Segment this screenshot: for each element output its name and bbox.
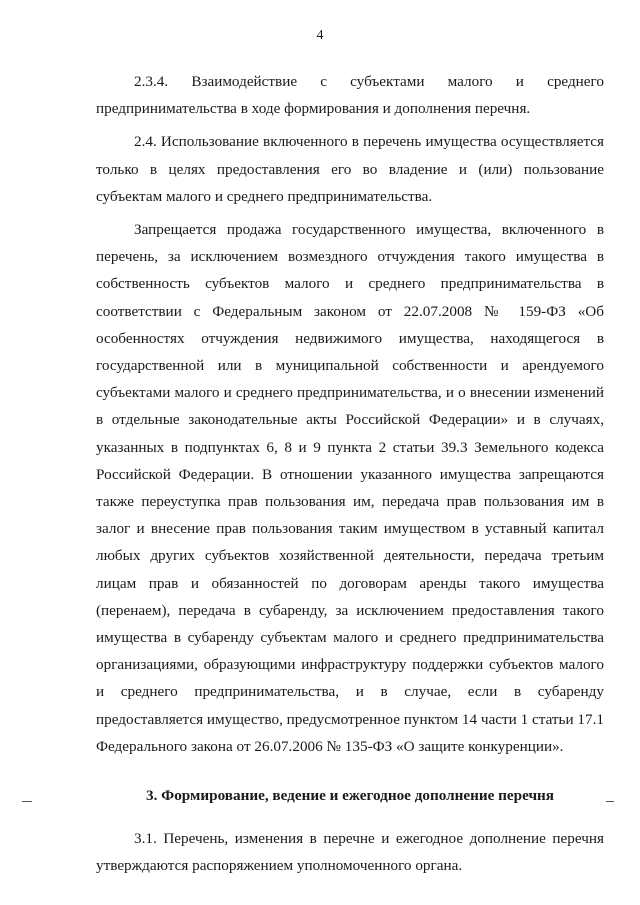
right-margin-mark [606,801,614,802]
paragraph-3-1: 3.1. Перечень, изменения в перечне и ежегодное дополнение перечня утверждаются распоряжением уполномоченного органа. [96,830,604,875]
paragraph-prohibition: Запрещается продажа государственного имущества, включенного в перечень, за исключением возмездного отчуждения такого имущества в собственность субъектов малого и среднего предпринимательства в соответствии с Федеральным законом от 22.07.2008 № 159-ФЗ «Об особенностях отчуждения недвижимого имущества, находящегося в государственной или в муниципальной собственности и арендуемого субъектами малого и среднего предпринимательства, и о внесении изменений в отдельные законодательные акты Российской Федерации» и в случаях, указанных в подпунктах 6, 8 и 9 пункта 2 статьи 39.3 Земельного кодекса Российской Федерации. В отношении указанного имущества запрещаются также переуступка прав пользования им, передача прав пользования им в залог и внесение прав пользования таким имуществом в уставный капитал любых других субъектов хозяйственной деятельности, передача третьим лицам прав и обязанностей по договорам аренды такого имущества (перенаем), передача в субаренду, за исключением предоставления такого имущества в субаренду субъектам малого и среднего предпринимательства организациями, образующими инфраструктуру поддержки субъектов малого и среднего предпринимательства, и в случае, если в субаренду предоставляется имущество, предусмотренное пунктом 14 части 1 статьи 17.1 Федерального закона от 26.07.2006 № 135-ФЗ «О защите конкуренции». [96,221,604,755]
document-body [96,68,604,880]
paragraph-2-4: 2.4. Использование включенного в перечень имущества осуществляется только в целях предоставления его во владение и (или) пользование субъектам малого и среднего предпринимательства. [96,133,604,205]
paragraph-2-3-4: 2.3.4. Взаимодействие с субъектами малого и среднего предпринимательства в ходе формирования и дополнения перечня. [96,73,604,118]
section-heading: 3. Формирование, ведение и ежегодное дополнение перечня [145,787,555,805]
left-margin-mark [22,801,32,802]
page-number: 4 [316,28,324,43]
